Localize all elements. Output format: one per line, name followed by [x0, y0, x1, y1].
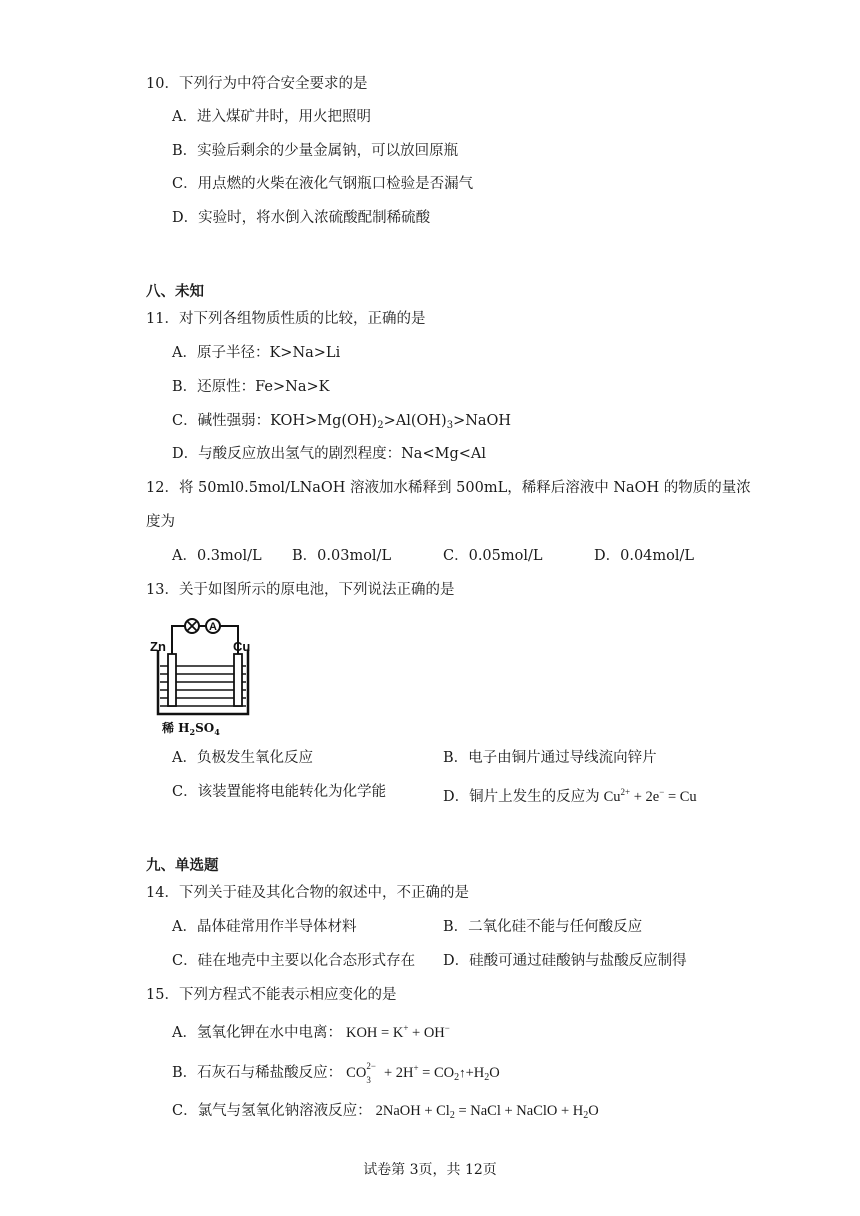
- q15-option-b-formula: CO 2− 3 + $2H^+ = CO_2↑+H_2O$: [346, 1061, 500, 1085]
- q15-option-b-text: B．石灰石与稀盐酸反应：: [172, 1065, 343, 1081]
- q15-stem: 15．下列方程式不能表示相应变化的是: [146, 987, 397, 1003]
- q11-option-c-sub1: 2: [377, 420, 384, 431]
- q12-stem-line1: 12．将 50ml0.5mol/LNaOH 溶液加水稀释到 500mL，稀释后溶液中 NaOH 的物质的量浓: [146, 480, 751, 496]
- q10-option-a: A．进入煤矿井时，用火把照明: [172, 109, 371, 125]
- q11-stem: 11．对下列各组物质性质的比较，正确的是: [146, 311, 426, 327]
- q14-option-b: B．二氧化硅不能与任何酸反应: [443, 919, 643, 935]
- q12-option-c: C．0.05mol/L: [443, 548, 543, 564]
- q13-option-c: C．该装置能将电能转化为化学能: [172, 784, 387, 800]
- galvanic-cell-diagram: [150, 616, 260, 738]
- q11-option-c-suffix: >NaOH: [453, 413, 512, 429]
- q13-option-d-formula: $Cu^{2+} + 2e^- = Cu$: [603, 787, 697, 805]
- q15-option-b: [172, 1058, 500, 1088]
- q11-option-c: [172, 411, 511, 436]
- q13-option-a: A．负极发生氧化反应: [172, 750, 313, 766]
- q12-stem-line2: 度为: [146, 514, 175, 530]
- q14-stem: 14．下列关于硅及其化合物的叙述中，不正确的是: [146, 885, 469, 901]
- gas-arrow: ↑: [459, 1065, 466, 1080]
- q13-option-d: [443, 782, 697, 807]
- q12-option-b: B．0.03mol/L: [292, 548, 392, 564]
- q11-option-c-sub2: 3: [446, 420, 454, 431]
- q11-option-c-prefix: C．碱性强弱：KOH>Mg(OH): [172, 413, 378, 429]
- q10-stem: 10．下列行为中符合安全要求的是: [146, 76, 368, 92]
- q11-option-a: A．原子半径：K>Na>Li: [172, 345, 341, 361]
- circuit-wire: [172, 626, 238, 654]
- q15-option-a-formula: KOH = K+ + OH−: [345, 1023, 450, 1041]
- cu-label: Cu: [233, 639, 251, 654]
- q15-option-a: [172, 1018, 450, 1043]
- section-heading-8: 八、未知: [146, 283, 204, 300]
- cu-electrode: [234, 654, 242, 706]
- section-heading-9: 九、单选题: [146, 857, 219, 874]
- page-footer: 试卷第 3页，共 12页: [363, 1162, 497, 1178]
- q13-stem: 13．关于如图所示的原电池，下列说法正确的是: [146, 582, 455, 598]
- q13-option-b: B．电子由铜片通过导线流向锌片: [443, 750, 657, 766]
- solution-label: 稀 $H_2SO_4$: [162, 721, 220, 737]
- q10-option-b: B．实验后剩余的少量金属钠，可以放回原瓶: [172, 143, 459, 159]
- q15-option-c: [172, 1101, 599, 1126]
- q15-option-a-text: A．氢氧化钾在水中电离：: [172, 1025, 342, 1041]
- zn-electrode: [168, 654, 176, 706]
- q11-option-d: D．与酸反应放出氢气的剧烈程度：Na<Mg<Al: [172, 446, 486, 462]
- q10-option-c: C．用点燃的火柴在液化气钢瓶口检验是否漏气: [172, 176, 474, 192]
- q11-option-b: B．还原性：Fe>Na>K: [172, 379, 330, 395]
- q14-option-a: A．晶体硅常用作半导体材料: [172, 919, 357, 935]
- q13-option-d-text: D．铜片上发生的反应为: [443, 789, 600, 805]
- q12-option-d: D．0.04mol/L: [594, 548, 695, 564]
- q11-option-c-mid: >Al(OH): [383, 413, 447, 429]
- q14-option-c: C．硅在地壳中主要以化合态形式存在: [172, 953, 416, 969]
- q14-option-d: D．硅酸可通过硅酸钠与盐酸反应制得: [443, 953, 687, 969]
- q12-option-a: A．0.3mol/L: [172, 548, 262, 564]
- q15-option-c-text: C．氯气与氢氧化钠溶液反应：: [172, 1103, 372, 1119]
- zn-label: Zn: [150, 639, 166, 654]
- q10-option-d: D．实验时，将水倒入浓硫酸配制稀硫酸: [172, 210, 431, 226]
- ammeter-label: A: [209, 621, 217, 633]
- q15-option-c-formula: 2NaOH + $Cl_2$ = NaCl + NaClO + $H_2O$: [375, 1103, 599, 1121]
